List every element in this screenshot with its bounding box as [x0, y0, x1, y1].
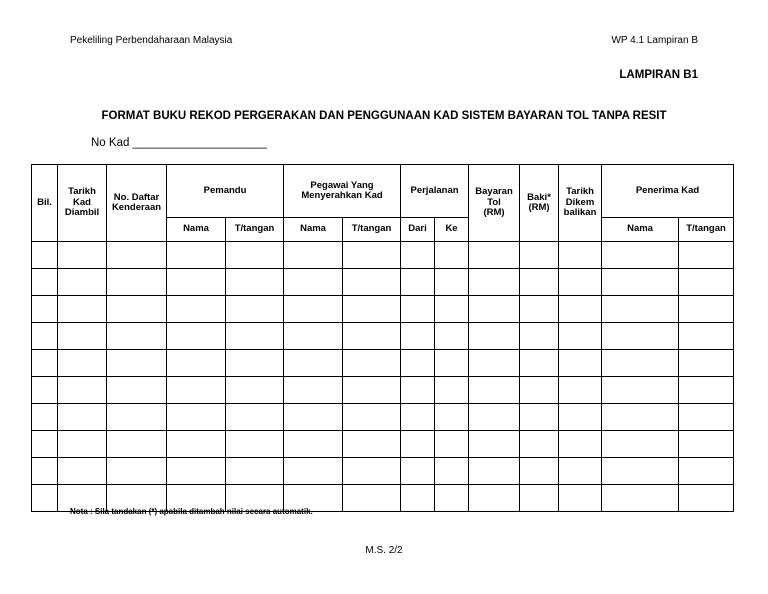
card-number-field: No Kad _____________________ — [91, 137, 267, 149]
table-row — [32, 350, 734, 377]
header-tarikh-dikembalikan: Tarikh Dikem balikan — [559, 165, 602, 242]
header-bayaran-tol: Bayaran Tol (RM) — [469, 165, 520, 242]
table-cell — [435, 458, 469, 485]
table-cell — [32, 269, 58, 296]
table-cell — [32, 431, 58, 458]
form-title: FORMAT BUKU REKOD PERGERAKAN DAN PENGGUNAAN KAD SISTEM BAYARAN TOL TANPA RESIT — [101, 110, 667, 122]
table-cell — [58, 377, 107, 404]
table-cell — [401, 296, 435, 323]
table-cell — [343, 404, 401, 431]
header-reference: WP 4.1 Lampiran B — [611, 35, 698, 46]
subheader-pemandu-ttangan: T/tangan — [226, 218, 284, 242]
table-cell — [469, 350, 520, 377]
table-cell — [343, 242, 401, 269]
table-cell — [435, 377, 469, 404]
table-cell — [559, 485, 602, 512]
table-row — [32, 242, 734, 269]
table-cell — [343, 458, 401, 485]
header-tarikh-kad-diambil: Tarikh Kad Diambil — [58, 165, 107, 242]
table-cell — [107, 242, 167, 269]
table-cell — [32, 404, 58, 431]
table-row — [32, 431, 734, 458]
table-cell — [401, 323, 435, 350]
table-cell — [167, 350, 226, 377]
table-cell — [520, 377, 559, 404]
table-cell — [602, 377, 679, 404]
table-cell — [559, 350, 602, 377]
table-cell — [167, 296, 226, 323]
table-cell — [469, 242, 520, 269]
table-cell — [469, 458, 520, 485]
header-publication: Pekeliling Perbendaharaan Malaysia — [70, 35, 233, 46]
table-cell — [284, 458, 343, 485]
table-cell — [602, 404, 679, 431]
table-cell — [107, 431, 167, 458]
table-cell — [32, 242, 58, 269]
appendix-label: LAMPIRAN B1 — [619, 69, 698, 81]
table-cell — [58, 458, 107, 485]
table-cell — [435, 485, 469, 512]
table-cell — [32, 485, 58, 512]
table-row — [32, 296, 734, 323]
table-cell — [435, 269, 469, 296]
table-cell — [343, 431, 401, 458]
table-cell — [107, 458, 167, 485]
table-cell — [401, 350, 435, 377]
table-cell — [58, 350, 107, 377]
table-cell — [520, 242, 559, 269]
table-row — [32, 323, 734, 350]
table-cell — [32, 323, 58, 350]
table-cell — [559, 458, 602, 485]
table-cell — [602, 485, 679, 512]
table-cell — [679, 323, 734, 350]
table-cell — [520, 431, 559, 458]
table-cell — [167, 404, 226, 431]
subheader-pemandu-nama: Nama — [167, 218, 226, 242]
table-cell — [520, 350, 559, 377]
table-cell — [58, 431, 107, 458]
table-cell — [469, 323, 520, 350]
table-cell — [32, 350, 58, 377]
table-cell — [401, 242, 435, 269]
table-cell — [559, 296, 602, 323]
table-cell — [167, 377, 226, 404]
table-cell — [401, 485, 435, 512]
table-cell — [679, 296, 734, 323]
table-cell — [226, 296, 284, 323]
table-cell — [284, 323, 343, 350]
table-cell — [401, 431, 435, 458]
table-cell — [167, 458, 226, 485]
table-cell — [32, 296, 58, 323]
table-cell — [602, 350, 679, 377]
table-cell — [602, 269, 679, 296]
table-cell — [401, 269, 435, 296]
table-cell — [469, 431, 520, 458]
table-cell — [343, 377, 401, 404]
table-cell — [679, 350, 734, 377]
table-cell — [520, 323, 559, 350]
table-cell — [679, 431, 734, 458]
table-cell — [469, 296, 520, 323]
table-cell — [343, 296, 401, 323]
table-cell — [167, 242, 226, 269]
record-table — [31, 164, 734, 512]
table-cell — [284, 431, 343, 458]
table-cell — [679, 485, 734, 512]
table-cell — [435, 242, 469, 269]
table-cell — [284, 404, 343, 431]
table-cell — [679, 377, 734, 404]
table-cell — [602, 458, 679, 485]
header-perjalanan: Perjalanan — [401, 165, 469, 218]
table-cell — [520, 296, 559, 323]
table-cell — [469, 269, 520, 296]
subheader-penerima-ttangan: T/tangan — [679, 218, 734, 242]
table-cell — [469, 485, 520, 512]
table-cell — [284, 296, 343, 323]
table-cell — [401, 458, 435, 485]
table-cell — [226, 269, 284, 296]
table-cell — [520, 404, 559, 431]
table-cell — [226, 431, 284, 458]
table-cell — [520, 269, 559, 296]
table-cell — [284, 377, 343, 404]
subheader-ke: Ke — [435, 218, 469, 242]
table-cell — [284, 242, 343, 269]
table-cell — [435, 323, 469, 350]
table-cell — [107, 350, 167, 377]
table-cell — [469, 404, 520, 431]
header-baki: Baki* (RM) — [520, 165, 559, 242]
subheader-pegawai-nama: Nama — [284, 218, 343, 242]
header-penerima-kad: Penerima Kad — [602, 165, 734, 218]
table-cell — [520, 485, 559, 512]
table-cell — [32, 377, 58, 404]
table-cell — [58, 323, 107, 350]
table-cell — [167, 323, 226, 350]
table-cell — [343, 350, 401, 377]
table-cell — [435, 431, 469, 458]
table-cell — [107, 377, 167, 404]
table-cell — [32, 458, 58, 485]
table-cell — [226, 458, 284, 485]
table-cell — [401, 377, 435, 404]
table-cell — [226, 350, 284, 377]
header-no-daftar-kenderaan: No. Daftar Kenderaan — [107, 165, 167, 242]
table-row — [32, 458, 734, 485]
table-cell — [167, 431, 226, 458]
table-cell — [107, 404, 167, 431]
table-cell — [58, 296, 107, 323]
table-cell — [401, 404, 435, 431]
table-cell — [343, 485, 401, 512]
table-cell — [559, 377, 602, 404]
table-cell — [559, 269, 602, 296]
table-cell — [58, 242, 107, 269]
table-cell — [226, 377, 284, 404]
table-cell — [602, 296, 679, 323]
page-number: M.S. 2/2 — [365, 545, 403, 556]
table-cell — [469, 377, 520, 404]
table-cell — [679, 242, 734, 269]
table-cell — [520, 458, 559, 485]
table-cell — [284, 269, 343, 296]
table-row — [32, 269, 734, 296]
table-cell — [343, 323, 401, 350]
table-cell — [679, 269, 734, 296]
table-cell — [107, 269, 167, 296]
table-cell — [435, 296, 469, 323]
table-cell — [226, 242, 284, 269]
table-cell — [284, 350, 343, 377]
table-cell — [602, 323, 679, 350]
table-cell — [435, 404, 469, 431]
table-cell — [58, 269, 107, 296]
subheader-pegawai-ttangan: T/tangan — [343, 218, 401, 242]
table-cell — [107, 296, 167, 323]
header-bil: Bil. — [32, 165, 58, 242]
table-cell — [343, 269, 401, 296]
table-cell — [602, 431, 679, 458]
table-cell — [226, 323, 284, 350]
subheader-dari: Dari — [401, 218, 435, 242]
table-cell — [602, 242, 679, 269]
table-cell — [226, 404, 284, 431]
table-cell — [559, 431, 602, 458]
table-cell — [559, 404, 602, 431]
table-row — [32, 404, 734, 431]
header-pegawai-menyerahkan: Pegawai Yang Menyerahkan Kad — [284, 165, 401, 218]
table-cell — [167, 269, 226, 296]
table-cell — [559, 323, 602, 350]
table-cell — [107, 323, 167, 350]
table-cell — [679, 404, 734, 431]
footnote: Nota : Sila tandakan (*) apabila ditambah nilai secara automatik. — [70, 507, 313, 516]
record-table-body — [32, 242, 734, 512]
subheader-penerima-nama: Nama — [602, 218, 679, 242]
table-cell — [679, 458, 734, 485]
table-row — [32, 377, 734, 404]
table-cell — [58, 404, 107, 431]
table-cell — [435, 350, 469, 377]
table-cell — [559, 242, 602, 269]
header-pemandu: Pemandu — [167, 165, 284, 218]
